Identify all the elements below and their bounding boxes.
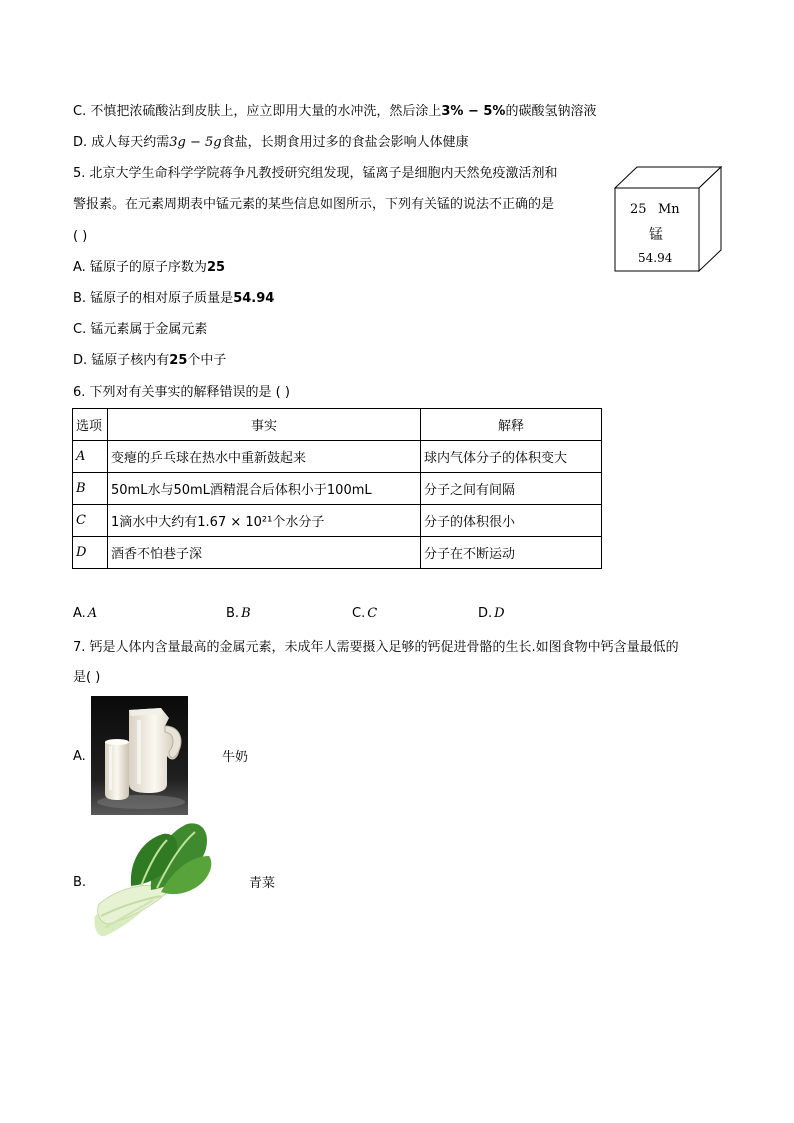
element-name: 锰 — [649, 227, 663, 243]
header-fact: 事实 — [108, 409, 421, 441]
header-option: 选项 — [73, 409, 108, 441]
milk-image — [91, 696, 188, 815]
table-row — [73, 537, 602, 569]
q6-stem: 6. 下列对有关事实的解释错误的是 ( ) — [73, 385, 290, 400]
row-option: C — [73, 505, 108, 537]
q6-choice-d[interactable]: D. D — [478, 606, 505, 621]
row-explanation: 球内气体分子的体积变大 — [421, 441, 602, 473]
row-option: A — [73, 441, 108, 473]
q5-option-b: B. 锰原子的相对原子质量是54.94 — [73, 291, 275, 306]
q6-choice-c[interactable]: C. C — [352, 606, 378, 621]
table-row — [73, 505, 602, 537]
table-header-row — [73, 409, 602, 441]
q5-stem-line2: 警报素。在元素周期表中锰元素的某些信息如图所示，下列有关锰的说法不正确的是 — [73, 197, 555, 212]
milk-picture — [91, 696, 188, 815]
table-row — [73, 441, 602, 473]
row-option: D — [73, 537, 108, 569]
q5-option-a: A. 锰原子的原子序数为25 — [73, 260, 226, 275]
q4-option-c: C. 不慎把浓硫酸沾到皮肤上，应立即用大量的水冲洗，然后涂上3% − 5%的碳酸氢钠溶液 — [73, 104, 597, 119]
row-explanation: 分子在不断运动 — [421, 537, 602, 569]
row-explanation: 分子的体积很小 — [421, 505, 602, 537]
row-explanation: 分子之间有间隔 — [421, 473, 602, 505]
element-atomic-number: 25 — [630, 202, 647, 217]
q7-option-b-food: 青菜 — [249, 876, 276, 891]
q5-option-c: C. 锰元素属于金属元素 — [73, 322, 208, 337]
q5-stem-line1: 5. 北京大学生命科学学院蒋争凡教授研究组发现，锰离子是细胞内天然免疫激活剂和 — [73, 166, 558, 181]
q7-option-a-label: A. — [73, 749, 86, 764]
element-mass: 54.94 — [638, 251, 673, 265]
row-fact: 变瘪的乒乓球在热水中重新鼓起来 — [108, 441, 421, 473]
element-symbol: Mn — [658, 202, 680, 217]
element-cube-mn — [614, 166, 724, 274]
q4-option-d: D. 成人每天约需3g − 5g食盐，长期食用过多的食盐会影响人体健康 — [73, 135, 469, 150]
q6-table — [72, 408, 602, 569]
greens-image — [91, 820, 215, 941]
row-fact: 1滴水中大约有1.67 × 10²¹个水分子 — [108, 505, 421, 537]
table-row — [73, 473, 602, 505]
header-explanation: 解释 — [421, 409, 602, 441]
row-fact: 50mL水与50mL酒精混合后体积小于100mL — [108, 473, 421, 505]
q6-choice-b[interactable]: B. B — [226, 606, 251, 621]
element-cube-graphic — [614, 166, 724, 274]
q7-option-b-label: B. — [73, 875, 87, 890]
row-option: B — [73, 473, 108, 505]
q5-stem-line3: ( ) — [73, 229, 88, 244]
q5-option-d: D. 锰原子核内有25个中子 — [73, 353, 227, 368]
greens-picture — [91, 820, 215, 941]
row-fact: 酒香不怕巷子深 — [108, 537, 421, 569]
q7-stem-line1: 7. 钙是人体内含量最高的金属元素，未成年人需要摄入足够的钙促进骨骼的生长.如图食物中钙含量最低的 — [73, 640, 679, 655]
q6-choice-a[interactable]: A. A — [73, 606, 98, 621]
q7-option-a-food: 牛奶 — [222, 750, 249, 765]
q7-stem-line2: 是( ) — [73, 670, 101, 685]
